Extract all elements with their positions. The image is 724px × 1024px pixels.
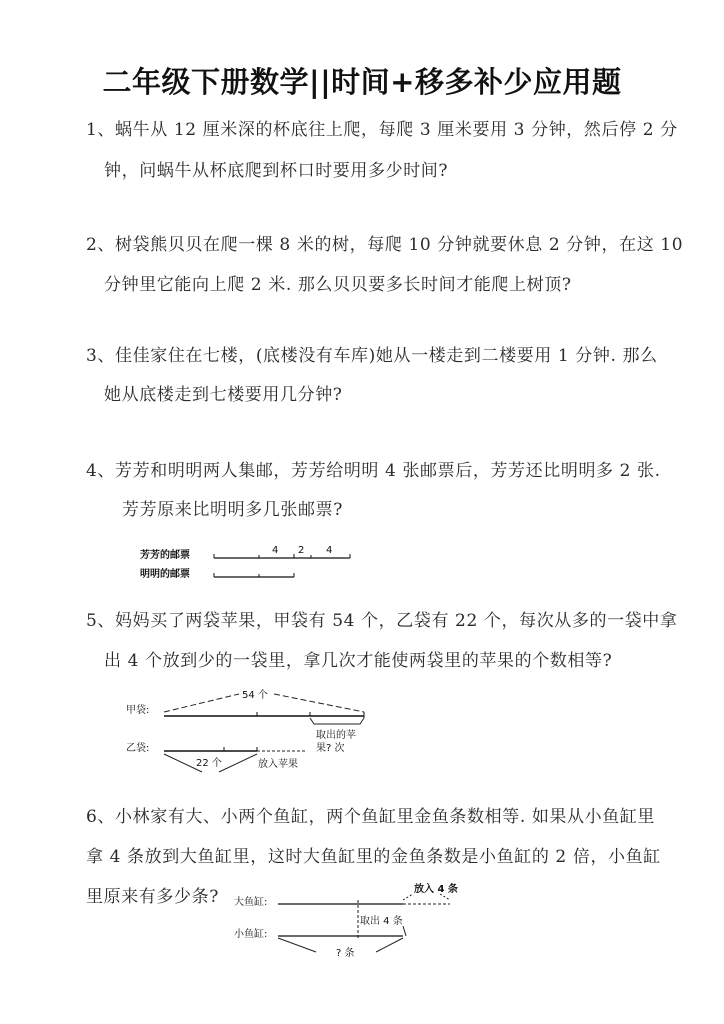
svg-text:? 条: ? 条 <box>336 948 355 959</box>
stamp-diagram <box>138 540 368 585</box>
question-3-line-2: 她从底楼走到七楼要用几分钟? <box>104 385 343 405</box>
apple-bag-diagram <box>124 684 384 779</box>
question-6-line-1: 6、小林家有大、小两个鱼缸，两个鱼缸里金鱼条数相等. 如果从小鱼缸里 <box>86 807 656 827</box>
svg-text:54 个: 54 个 <box>242 690 268 701</box>
svg-text:放入苹果: 放入苹果 <box>258 759 298 770</box>
svg-text:取出 4 条: 取出 4 条 <box>360 916 403 927</box>
svg-text:4: 4 <box>326 545 333 556</box>
page-title: 二年级下册数学||时间+移多补少应用题 <box>102 65 622 99</box>
row1-label: 甲袋: <box>126 705 150 716</box>
question-2-line-1: 2、树袋熊贝贝在爬一棵 8 米的树，每爬 10 分钟就要休息 2 分钟，在这 10 <box>86 235 684 255</box>
question-4-line-2: 芳芳原来比明明多几张邮票? <box>122 500 343 520</box>
question-1-line-1: 1、蜗牛从 12 厘米深的杯底往上爬，每爬 3 厘米要用 3 分钟，然后停 2 分 <box>86 120 678 140</box>
question-3-line-1: 3、佳佳家住在七楼，(底楼没有车库)她从一楼走到二楼要用 1 分钟. 那么 <box>86 346 658 366</box>
svg-text:22 个: 22 个 <box>196 758 222 769</box>
question-2-line-2: 分钟里它能向上爬 2 米. 那么贝贝要多长时间才能爬上树顶? <box>104 275 572 295</box>
question-6-line-3: 里原来有多少条? <box>86 887 219 907</box>
row2-label: 乙袋: <box>126 743 150 754</box>
row2-label: 明明的邮票 <box>140 569 190 580</box>
fish-tank-diagram <box>228 880 468 960</box>
question-5-line-2: 出 4 个放到少的一袋里，拿几次才能使两袋里的苹果的个数相等? <box>104 651 613 671</box>
row1-label: 大鱼缸: <box>234 897 268 908</box>
question-1-line-2: 钟，问蜗牛从杯底爬到杯口时要用多少时间? <box>104 161 449 181</box>
question-6-line-2: 拿 4 条放到大鱼缸里，这时大鱼缸里的金鱼条数是小鱼缸的 2 倍，小鱼缸 <box>86 847 661 867</box>
svg-text:取出的苹: 取出的苹 <box>316 730 356 741</box>
svg-text:果? 次: 果? 次 <box>316 743 345 754</box>
row2-label: 小鱼缸: <box>234 929 268 940</box>
question-5-line-1: 5、妈妈买了两袋苹果，甲袋有 54 个，乙袋有 22 个，每次从多的一袋中拿 <box>86 611 678 631</box>
row1-label: 芳芳的邮票 <box>140 550 190 561</box>
question-4-line-1: 4、芳芳和明明两人集邮，芳芳给明明 4 张邮票后，芳芳还比明明多 2 张. <box>86 461 661 481</box>
svg-text:放入 4 条: 放入 4 条 <box>414 884 458 895</box>
svg-text:2: 2 <box>298 545 305 556</box>
svg-text:4: 4 <box>272 545 279 556</box>
